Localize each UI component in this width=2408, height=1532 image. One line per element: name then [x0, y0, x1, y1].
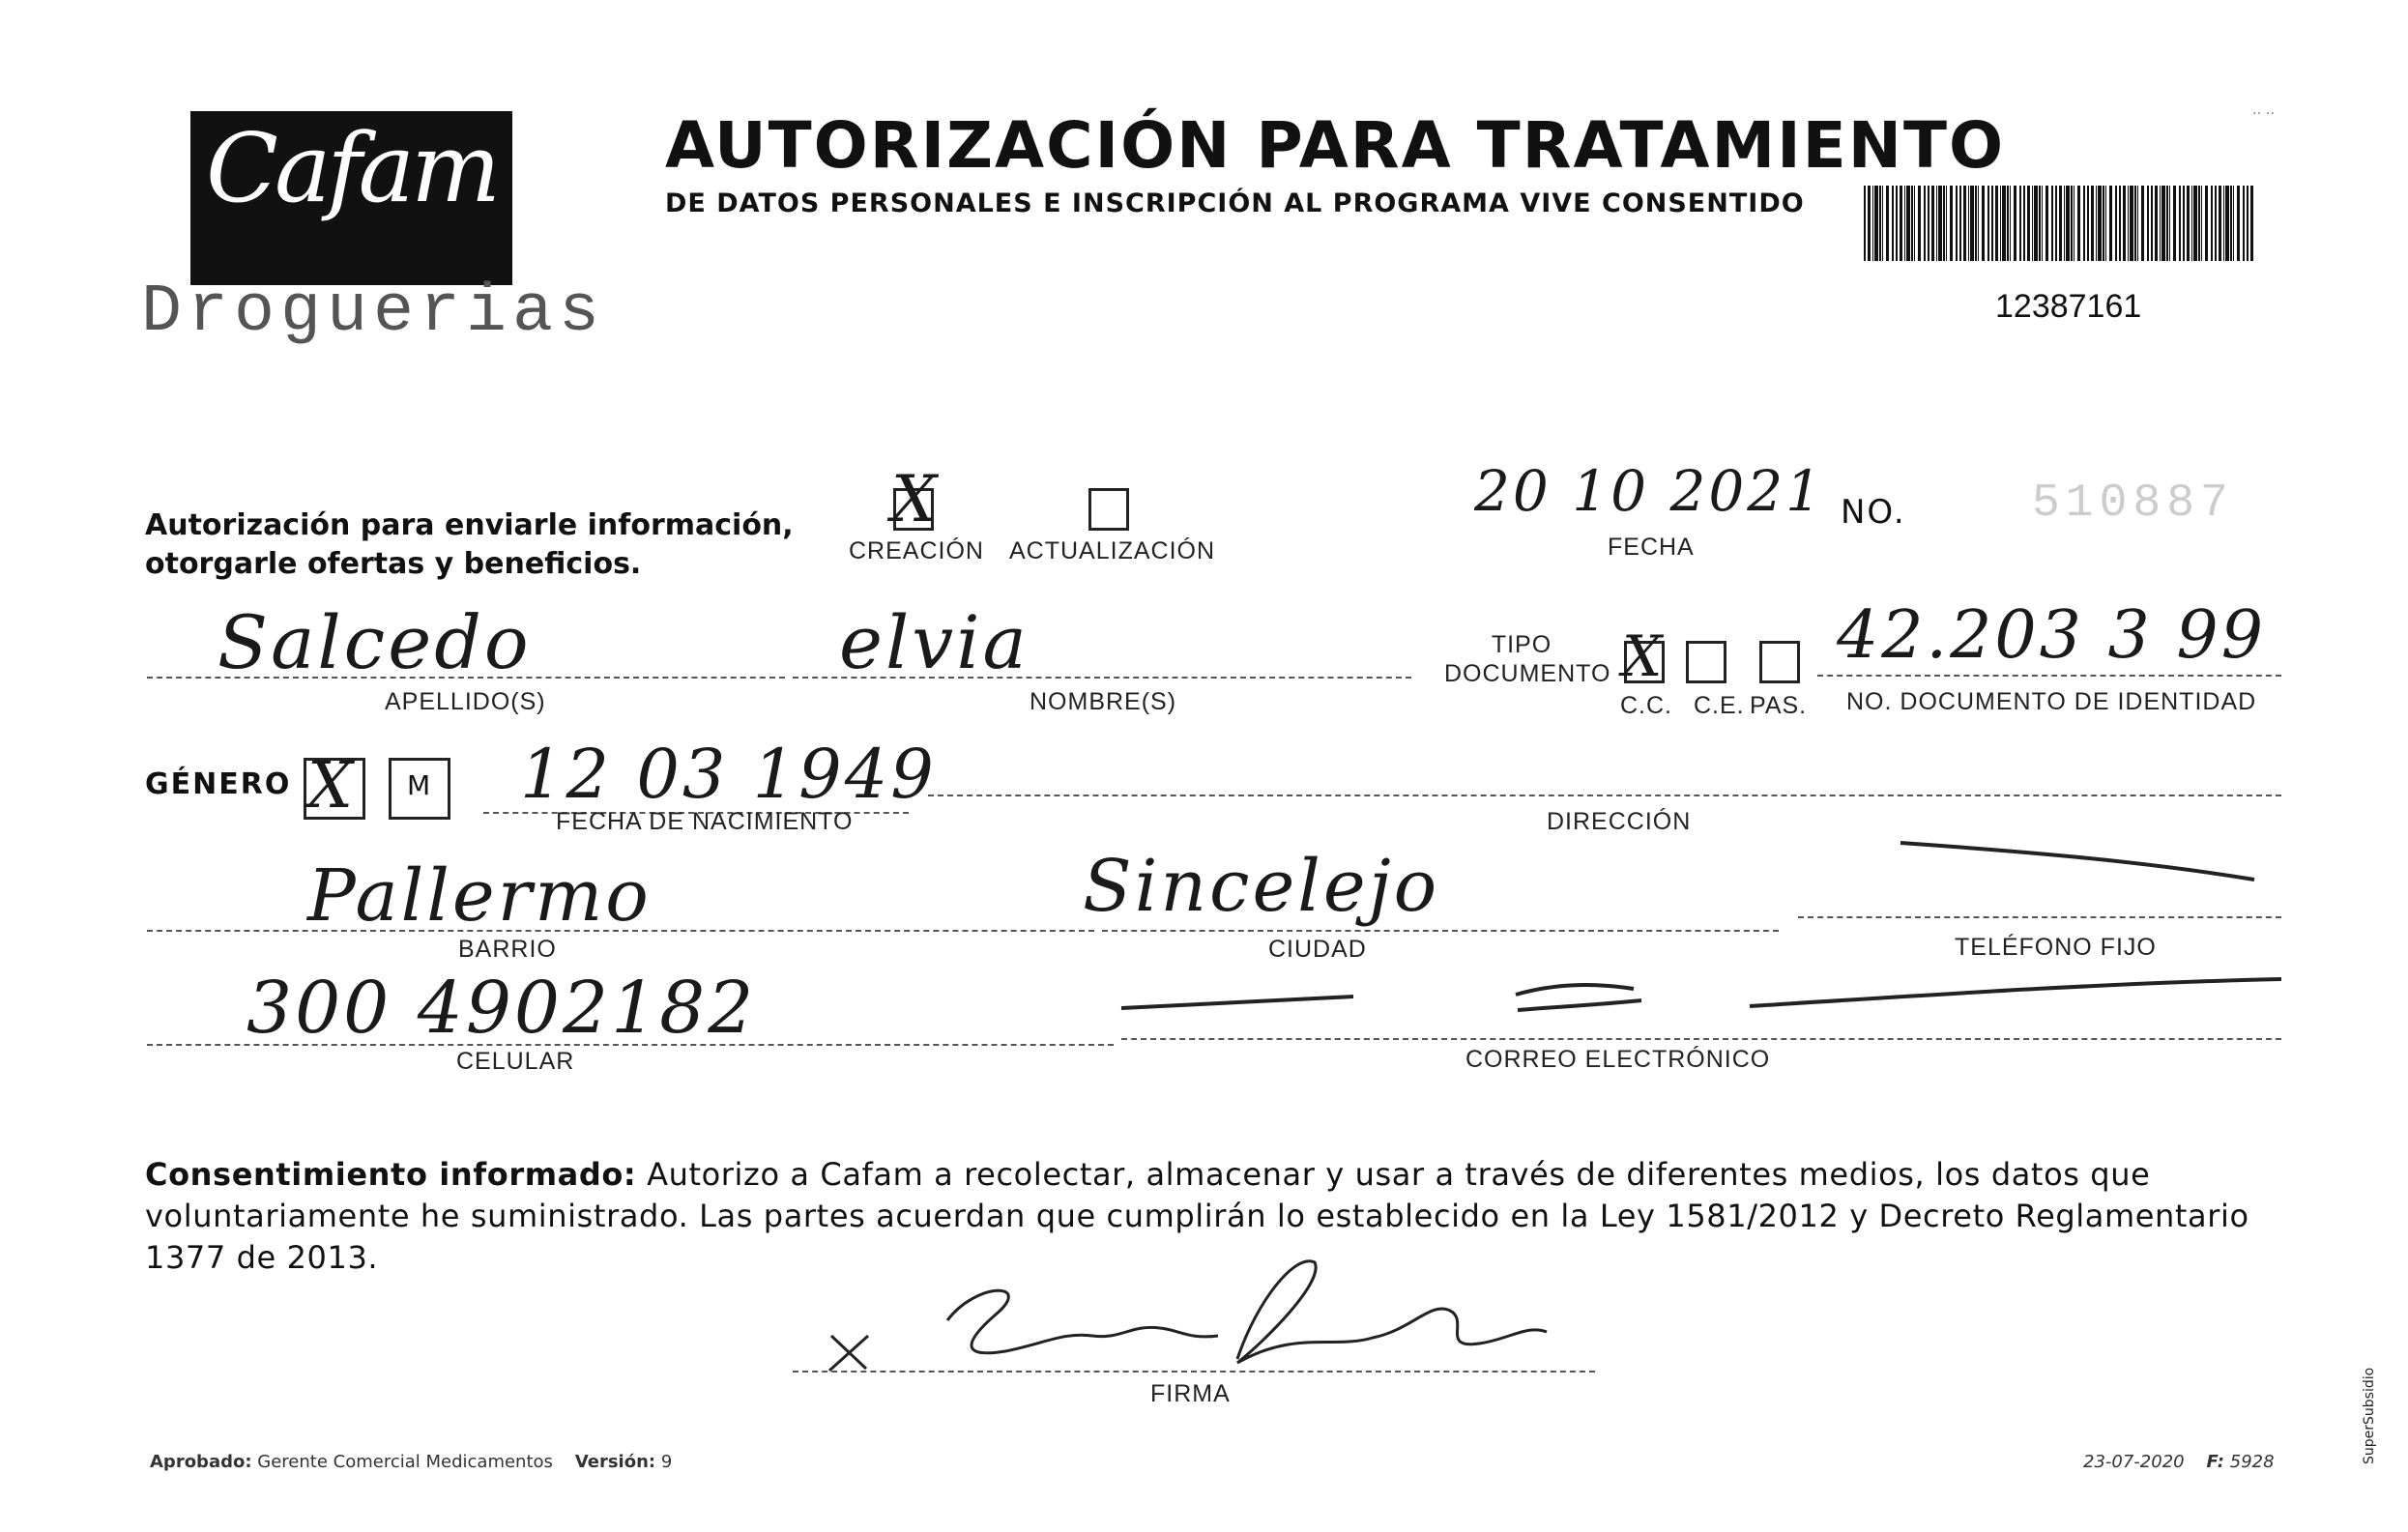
pas-checkbox[interactable] [1759, 641, 1800, 683]
barcode-bar [2042, 186, 2043, 261]
footer-date: 23-07-2020 [2083, 1452, 2185, 1472]
barcode-bar [2091, 186, 2094, 261]
barcode-bar [2039, 186, 2041, 261]
barrio-label: BARRIO [458, 936, 557, 963]
barcode-bar [2123, 186, 2126, 261]
barcode-bar [2109, 186, 2112, 261]
barrio-line [147, 930, 1094, 932]
barcode-bar [2034, 186, 2038, 261]
barcode-bar [2119, 186, 2121, 261]
authorization-text-line1: Autorización para enviarle información, [145, 508, 794, 542]
correo-line [1121, 1038, 2281, 1040]
telefono-label: TELÉFONO FIJO [1955, 934, 2157, 961]
barcode-bar [2045, 186, 2048, 261]
barcode-bar [2198, 186, 2200, 261]
barcode-bar [2233, 186, 2234, 261]
signature-label: FIRMA [1150, 1380, 1231, 1407]
barcode-bar [1936, 186, 1937, 261]
side-text: SuperSubsidio [2362, 1367, 2377, 1464]
barcode [1864, 186, 2258, 261]
tipo-documento-label: TIPO DOCUMENTO [1444, 631, 1611, 687]
barcode-bar [2115, 186, 2117, 261]
barcode-number: 12387161 [1995, 288, 2142, 325]
fecha-value: 20 10 2021 [1474, 458, 1825, 524]
direccion-line [928, 795, 2281, 796]
barcode-bar [1918, 186, 1921, 261]
barcode-bar [2193, 186, 2197, 261]
nombres-label: NOMBRE(S) [1030, 688, 1177, 715]
form-label: F: [2206, 1452, 2225, 1472]
barcode-bar [1995, 186, 1998, 261]
telefono-line [1798, 916, 2281, 918]
nombres-value: elvia [839, 599, 1030, 685]
nacimiento-label: FECHA DE NACIMIENTO [556, 808, 854, 835]
barcode-bar [2223, 186, 2224, 261]
barcode-bar [2103, 186, 2104, 261]
barcode-bar [2219, 186, 2221, 261]
barcode-bar [1982, 186, 1985, 261]
ce-checkbox[interactable] [1686, 641, 1726, 683]
barcode-bar [2137, 186, 2138, 261]
barcode-bar [2055, 186, 2057, 261]
fecha-label: FECHA [1608, 534, 1695, 561]
form-value: 5928 [2229, 1452, 2275, 1472]
barcode-bar [2059, 186, 2062, 261]
barcode-bar [2173, 186, 2176, 261]
barrio-value: Pallermo [307, 854, 652, 938]
genero-label: GÉNERO [145, 767, 292, 801]
aprobado-value: Gerente Comercial Medicamentos [257, 1452, 553, 1472]
consent-text: Autorizo a Cafam a recolectar, almacenar y usar a través de diferentes medios, los datos que voluntariamente he suministrado. Las partes acuerdan que cumplirán lo establecido en la Ley 1581/2012 y Decreto Reglamentario 1377 de 2013. [145, 1156, 2249, 1276]
no-value: 510887 [2032, 477, 2234, 530]
consent-heading: Consentimiento informado: [145, 1156, 637, 1193]
barcode-bar [1896, 186, 1898, 261]
cc-label: C.C. [1620, 692, 1672, 719]
barcode-bar [1924, 186, 1926, 261]
barcode-bar [2155, 186, 2158, 261]
aprobado-label: Aprobado: [150, 1452, 252, 1472]
barcode-bar [2014, 186, 2016, 261]
barcode-bar [1914, 186, 1915, 261]
correo-label: CORREO ELECTRÓNICO [1465, 1046, 1771, 1073]
barcode-bar [1950, 186, 1953, 261]
celular-value: 300 4902182 [247, 967, 757, 1050]
documento-value: 42.203 3 99 [1837, 597, 2266, 674]
barcode-bar [1892, 186, 1894, 261]
cafam-logo: Cafam [205, 114, 498, 224]
pas-label: PAS. [1750, 692, 1808, 719]
barcode-bar [2032, 186, 2033, 261]
barcode-bar [1970, 186, 1974, 261]
supersubsidio-vertical-text [2357, 1266, 2380, 1473]
barcode-bar [2179, 186, 2181, 261]
documento-line [1817, 675, 2281, 677]
barcode-bar [1943, 186, 1945, 261]
barcode-bar [2023, 186, 2025, 261]
authorization-text-line2: otorgarle ofertas y beneficios. [145, 547, 642, 581]
barcode-bar [2141, 186, 2144, 261]
barcode-bar [2205, 186, 2208, 261]
barcode-bar [2002, 186, 2006, 261]
barcode-bar [2051, 186, 2053, 261]
barcode-bar [1978, 186, 1979, 261]
barcode-bar [2128, 186, 2129, 261]
cc-check-mark: X [1622, 623, 1666, 689]
barcode-bar [2096, 186, 2097, 261]
barcode-bar [1882, 186, 1883, 261]
barcode-bar [2098, 186, 2102, 261]
barcode-bar [1900, 186, 1902, 261]
barcode-bar [2169, 186, 2170, 261]
ce-label: C.E. [1694, 692, 1745, 719]
nacimiento-value: 12 03 1949 [520, 735, 937, 814]
barcode-bar [2243, 186, 2245, 261]
apellidos-line [147, 677, 785, 679]
scan-mark: ‥ ‥ [2252, 102, 2276, 118]
barcode-bar [2166, 186, 2168, 261]
signature-line [793, 1371, 1595, 1373]
creacion-check-mark: X [891, 462, 940, 536]
authorization-text [145, 506, 822, 584]
barcode-bar [2019, 186, 2021, 261]
apellidos-label: APELLIDO(S) [385, 688, 546, 715]
barcode-bar [2201, 186, 2202, 261]
signature [812, 1243, 1566, 1388]
documento-label: NO. DOCUMENTO DE IDENTIDAD [1846, 688, 2257, 715]
barcode-bar [1931, 186, 1934, 261]
barcode-bar [1928, 186, 1929, 261]
barcode-bar [2247, 186, 2248, 261]
celular-label: CELULAR [456, 1048, 575, 1075]
droguerias-logo-text: Droguerias [141, 275, 606, 351]
ciudad-label: CIUDAD [1268, 936, 1367, 963]
barcode-bar [2007, 186, 2009, 261]
barcode-bar [1868, 186, 1871, 261]
barcode-bar [2087, 186, 2089, 261]
barcode-bar [2000, 186, 2001, 261]
barcode-bar [2077, 186, 2080, 261]
form-subtitle: DE DATOS PERSONALES E INSCRIPCIÓN AL PROGRAMA VIVE CONSENTIDO [665, 188, 1805, 218]
barcode-bar [2027, 186, 2030, 261]
barcode-bar [1879, 186, 1881, 261]
barcode-bar [2160, 186, 2161, 261]
celular-line [147, 1044, 1114, 1046]
barcode-bar [2161, 186, 2165, 261]
apellidos-value: Salcedo [218, 599, 532, 685]
creacion-label: CREACIÓN [849, 537, 984, 564]
barcode-bar [1864, 186, 1866, 261]
nombres-line [793, 677, 1411, 679]
barcode-bar [2237, 186, 2240, 261]
footer-date-form [2083, 1452, 2275, 1472]
barcode-bar [1963, 186, 1966, 261]
actualizacion-label: ACTUALIZACIÓN [1009, 537, 1216, 564]
barcode-bar [2250, 186, 2253, 261]
barcode-bar [1959, 186, 1961, 261]
barcode-bar [2151, 186, 2153, 261]
direccion-label: DIRECCIÓN [1547, 808, 1692, 835]
version-label: Versión: [574, 1452, 656, 1472]
barcode-bar [1904, 186, 1905, 261]
barcode-bar [2191, 186, 2192, 261]
barcode-bar [2105, 186, 2106, 261]
barcode-bar [2071, 186, 2073, 261]
barcode-bar [2183, 186, 2185, 261]
barcode-bar [2083, 186, 2085, 261]
barcode-bar [2134, 186, 2136, 261]
barcode-bar [2187, 186, 2190, 261]
barcode-bar [2215, 186, 2217, 261]
barcode-bar [2010, 186, 2011, 261]
no-label: NO. [1841, 493, 1906, 532]
telefono-strike-line [1895, 831, 2262, 889]
barcode-bar [1938, 186, 1942, 261]
barcode-bar [1956, 186, 1958, 261]
barcode-bar [1975, 186, 1977, 261]
barcode-bar [1911, 186, 1913, 261]
barcode-bar [2066, 186, 2070, 261]
barcode-bar [1906, 186, 1910, 261]
footer-approval [150, 1452, 672, 1472]
barcode-bar [2130, 186, 2133, 261]
barcode-bar [2211, 186, 2213, 261]
barcode-bar [1946, 186, 1947, 261]
barcode-bar [2230, 186, 2232, 261]
barcode-bar [1991, 186, 1993, 261]
barcode-bar [1968, 186, 1969, 261]
barcode-bar [2225, 186, 2229, 261]
genero-f-mark: X [307, 748, 356, 823]
ciudad-line [1102, 930, 1779, 932]
actualizacion-checkbox[interactable] [1088, 488, 1129, 531]
barcode-bar [1874, 186, 1878, 261]
form-title: AUTORIZACIÓN PARA TRATAMIENTO [665, 108, 2006, 183]
ciudad-value: Sincelejo [1083, 845, 1440, 928]
genero-m-label: M [407, 769, 431, 801]
version-value: 9 [660, 1452, 673, 1472]
correo-strike-lines [1112, 962, 2291, 1039]
barcode-bar [1987, 186, 1989, 261]
barcode-bar [1872, 186, 1873, 261]
barcode-bar [2147, 186, 2149, 261]
barcode-bar [1886, 186, 1889, 261]
barcode-bar [2064, 186, 2065, 261]
